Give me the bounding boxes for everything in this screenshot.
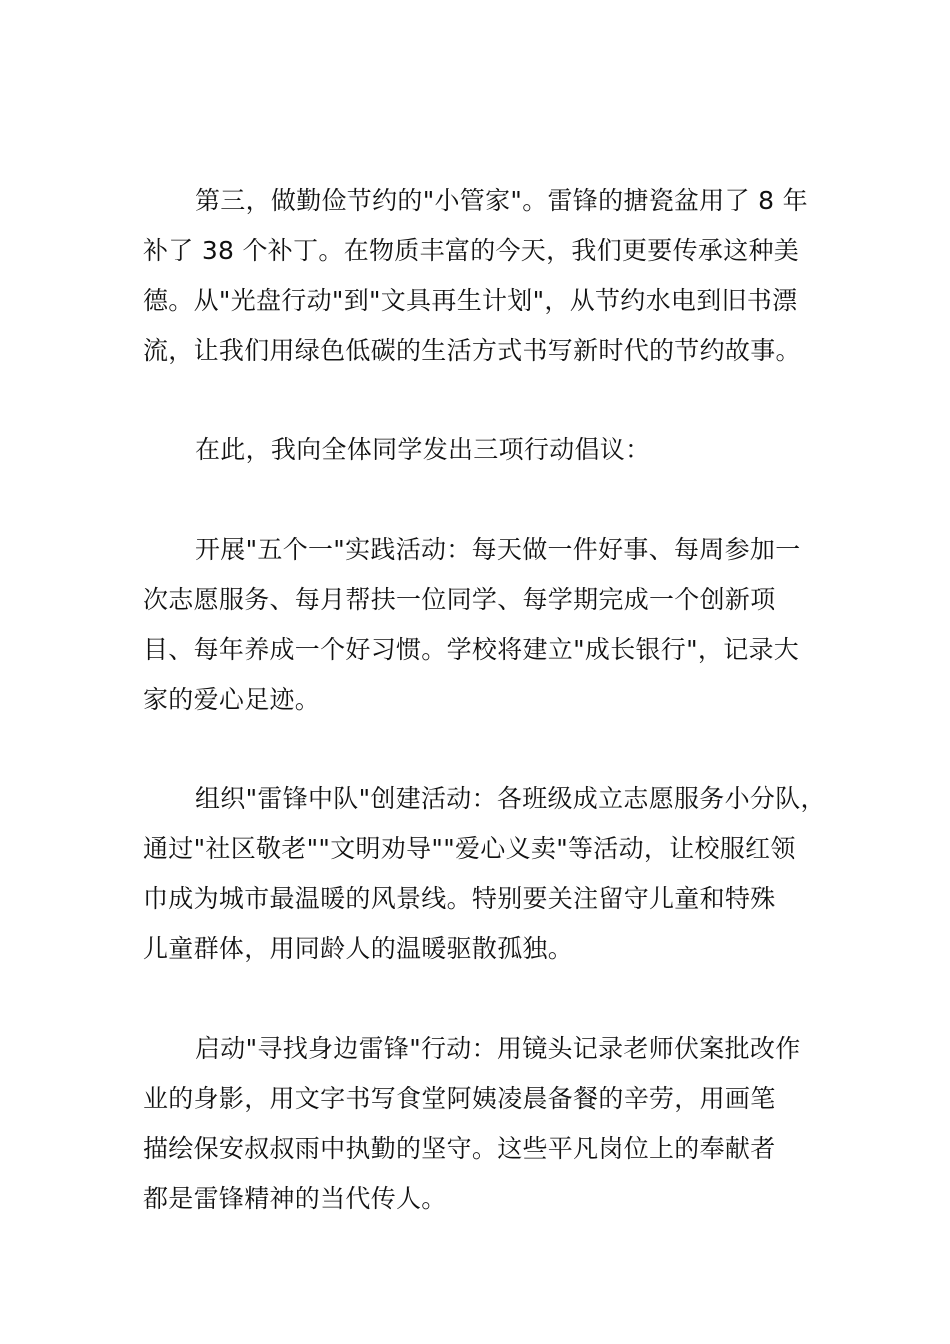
paragraph-line: 流，让我们用绿色低碳的生活方式书写新时代的节约故事。 <box>143 336 801 365</box>
paragraph-line: 描绘保安叔叔雨中执勤的坚守。这些平凡岗位上的奉献者 <box>143 1134 776 1163</box>
paragraph-line: 都是雷锋精神的当代传人。 <box>143 1184 447 1213</box>
paragraph-line: 启动"寻找身边雷锋"行动：用镜头记录老师伏案批改作 <box>195 1034 801 1063</box>
paragraph-line: 通过"社区敬老""文明劝导""爱心义卖"等活动，让校服红领 <box>143 834 796 863</box>
paragraph-find-leifeng <box>143 1024 823 1224</box>
paragraph-line: 第三，做勤俭节约的"小管家"。雷锋的搪瓷盆用了 8 年 <box>195 186 808 215</box>
paragraph-line: 巾成为城市最温暖的风景线。特别要关注留守儿童和特殊 <box>143 884 776 913</box>
paragraph-line: 业的身影，用文字书写食堂阿姨凌晨备餐的辛劳，用画笔 <box>143 1084 776 1113</box>
paragraph-line: 次志愿服务、每月帮扶一位同学、每学期完成一个创新项 <box>143 585 776 614</box>
paragraph-line: 家的爱心足迹。 <box>143 685 321 714</box>
paragraph-line: 儿童群体，用同龄人的温暖驱散孤独。 <box>143 934 574 963</box>
paragraph-line: 补了 38 个补丁。在物质丰富的今天，我们更要传承这种美 <box>143 236 800 265</box>
paragraph-line: 目、每年养成一个好习惯。学校将建立"成长银行"，记录大 <box>143 635 800 664</box>
paragraph-proposal-intro <box>143 425 823 475</box>
paragraph-thrift <box>143 176 823 376</box>
paragraph-five-ones <box>143 525 823 725</box>
paragraph-leifeng-squad <box>143 774 826 974</box>
paragraph-line: 在此，我向全体同学发出三项行动倡议： <box>195 435 651 464</box>
paragraph-line: 组织"雷锋中队"创建活动：各班级成立志愿服务小分队， <box>195 784 826 813</box>
paragraph-line: 德。从"光盘行动"到"文具再生计划"，从节约水电到旧书漂 <box>143 286 798 315</box>
paragraph-line: 开展"五个一"实践活动：每天做一件好事、每周参加一 <box>195 535 801 564</box>
